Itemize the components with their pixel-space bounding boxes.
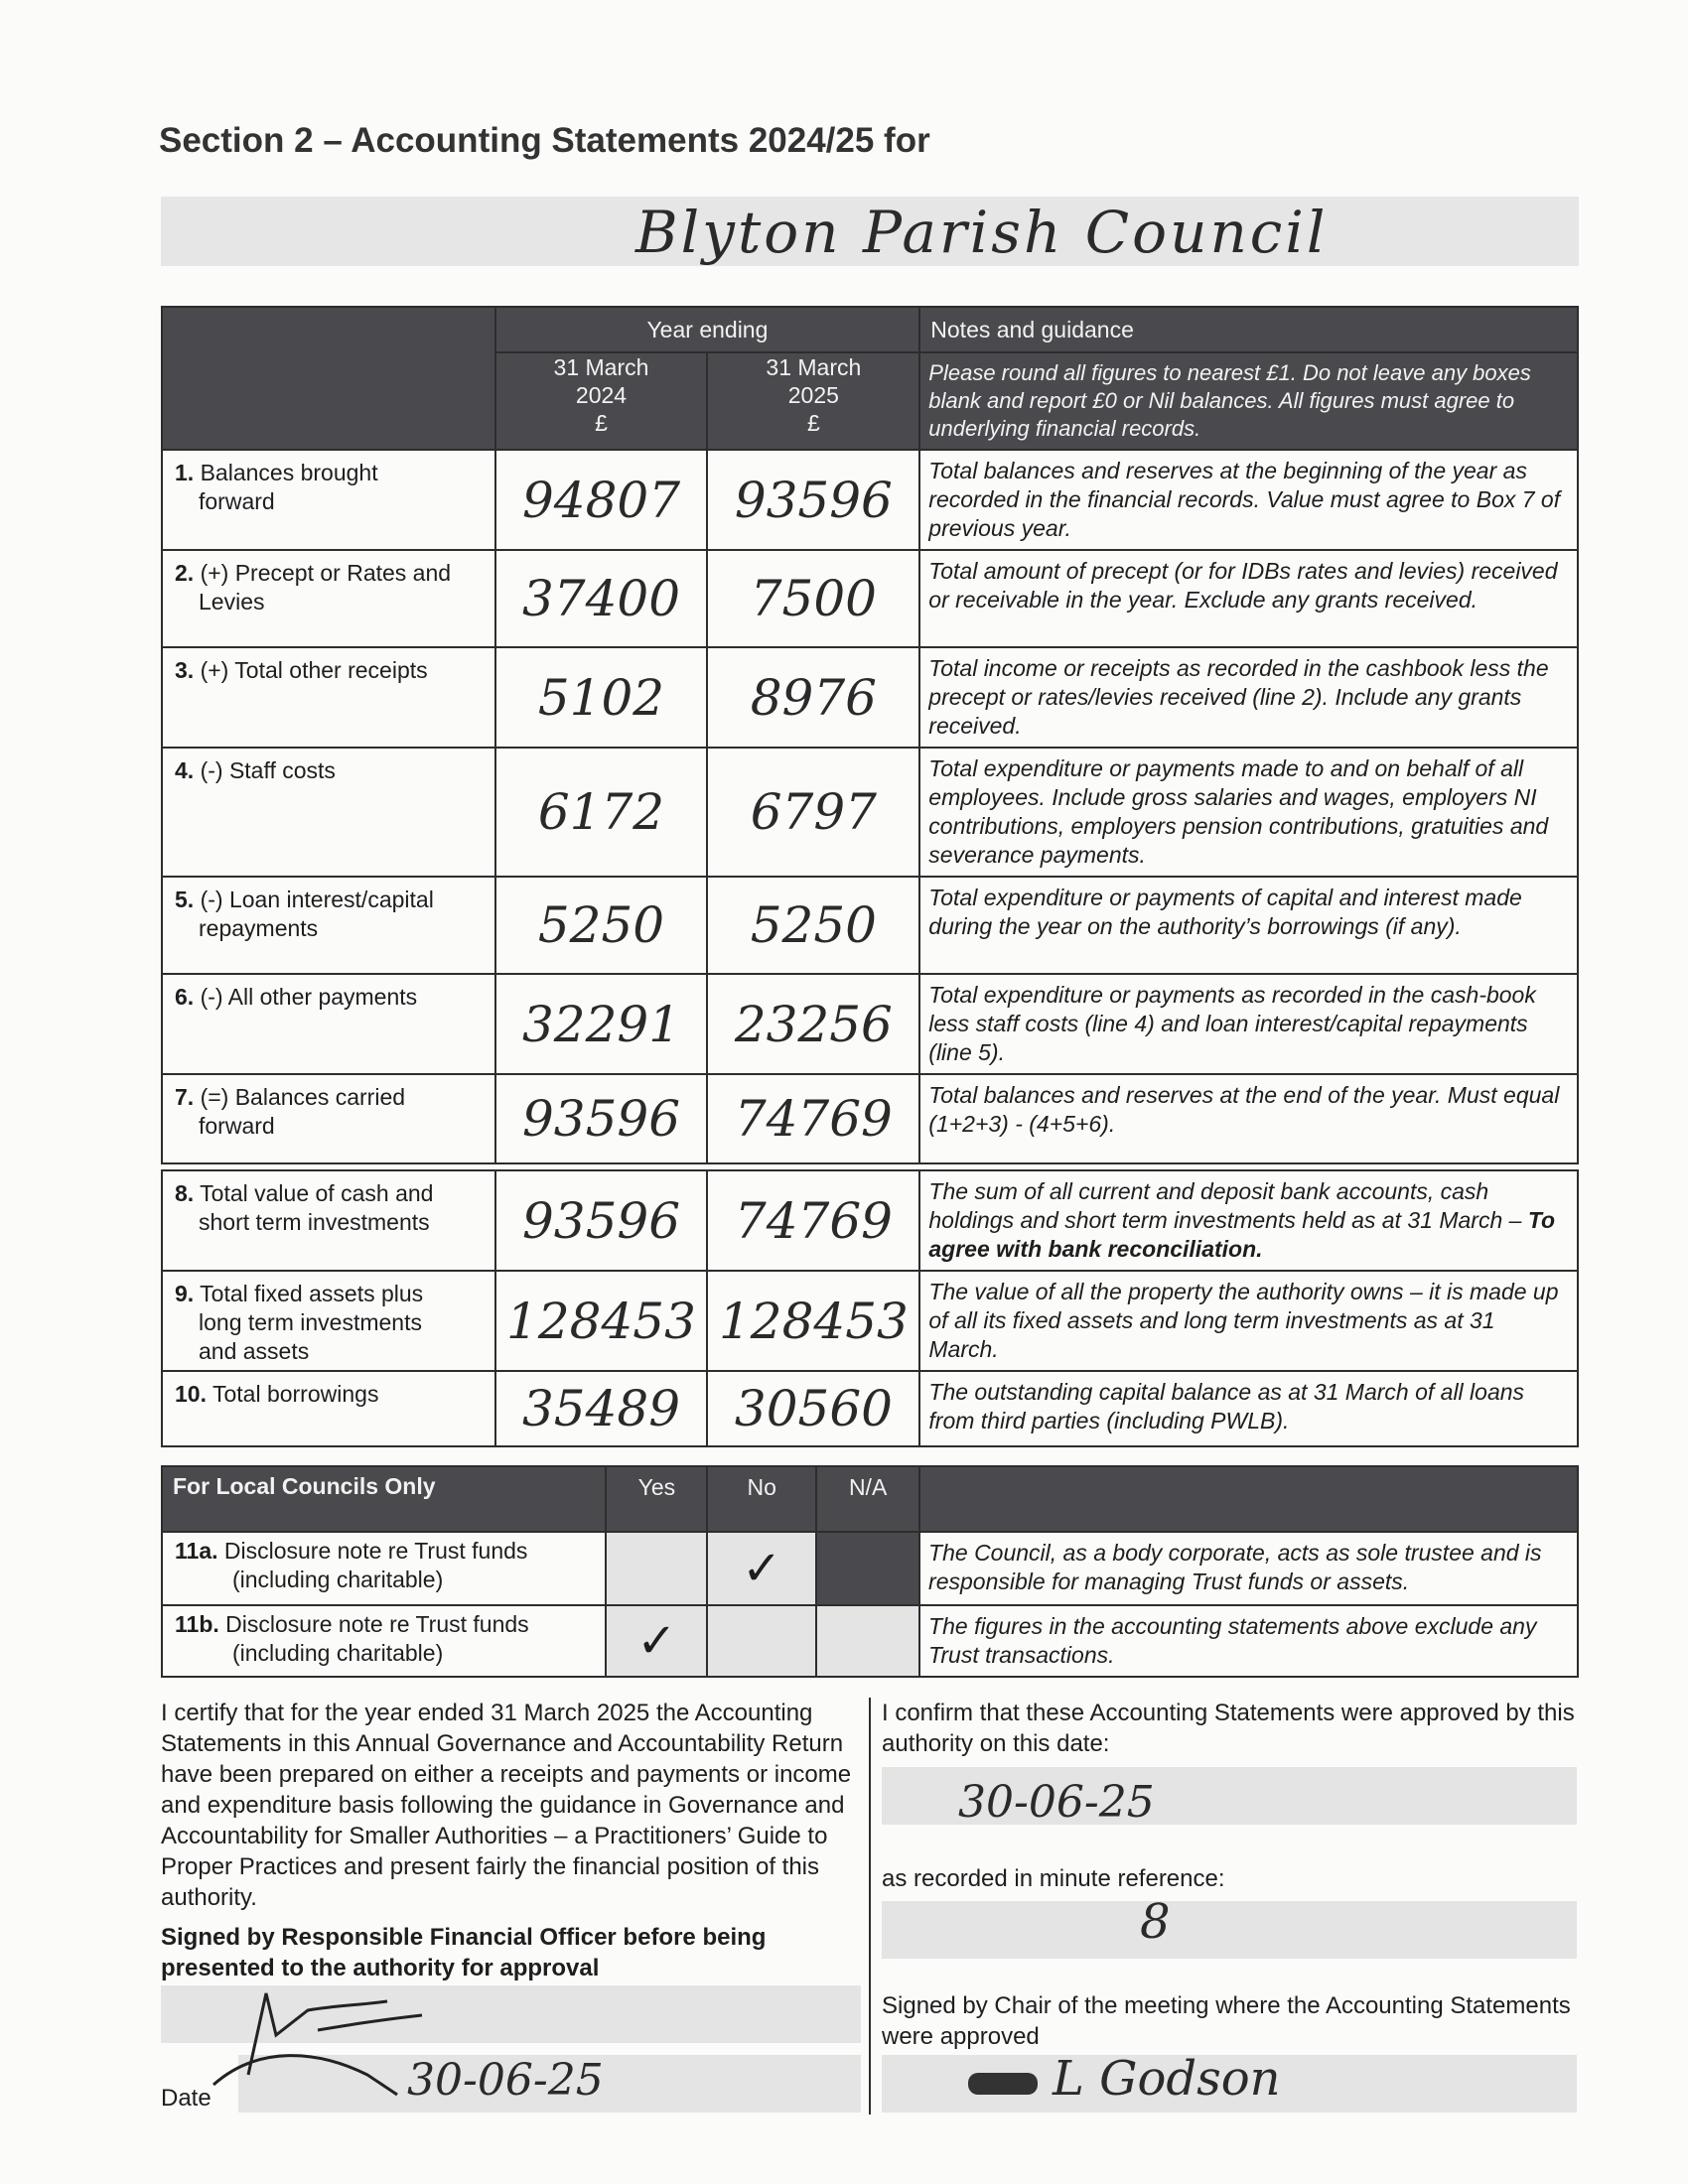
certification-text: I certify that for the year ended 31 March 2025 the Accounting Statements in this Annual Governance and Accountability Return have been prepared on either a receipts and payments or income and expenditure basis following the guidance in Governance and Accountability for Smaller Authorities – a Practitioners’ Guide to Proper Practices and present fairly the financial position of this authority. [161, 1700, 852, 1911]
yes-checkbox[interactable] [606, 1532, 707, 1605]
table-row: 7. (=) Balances carried forward 93596 74769 Total balances and reserves at the end of the year. Must equal (1+2+3) - (4+5+6). [162, 1074, 1578, 1163]
table-corner [162, 307, 495, 450]
value-2024[interactable]: 37400 [495, 550, 708, 647]
table-row: 11a. Disclosure note re Trust funds (including charitable) ✓ The Council, as a body corporate, acts as sole trustee and is responsible for managing Trust funds or assets. [162, 1532, 1578, 1605]
na-header: N/A [816, 1466, 919, 1532]
page-title: Section 2 – Accounting Statements 2024/25 for [159, 121, 930, 160]
authority-name-handwritten: Blyton Parish Council [635, 199, 1329, 266]
chair-signed-label: Signed by Chair of the meeting where the Accounting Statements were approved [882, 1992, 1571, 2050]
value-2025[interactable]: 93596 [707, 450, 919, 550]
value-2025[interactable]: 74769 [707, 1074, 919, 1163]
value-2025[interactable]: 23256 [707, 974, 919, 1074]
scribble-mark [968, 2073, 1038, 2095]
na-checkbox[interactable] [816, 1605, 919, 1677]
table-row: 10. Total borrowings 35489 30560 The outstanding capital balance as at 31 March of all loans from third parties (including PWLB). [162, 1371, 1578, 1446]
value-2025[interactable]: 30560 [707, 1371, 919, 1446]
value-2024[interactable]: 94807 [495, 450, 708, 550]
value-2024[interactable]: 32291 [495, 974, 708, 1074]
approval-text: I confirm that these Accounting Statements were approved by this authority on this date: [882, 1700, 1575, 1757]
no-checkbox[interactable] [707, 1605, 816, 1677]
table-row: 9. Total fixed assets plus long term investments and assets 128453 128453 The value of all the property the authority owns – it is made up of all its fixed assets and long term investments as at 31 March. [162, 1271, 1578, 1371]
value-2025[interactable]: 74769 [707, 1170, 919, 1271]
rfo-date-value: 30-06-25 [407, 2055, 604, 2106]
value-2025[interactable]: 5250 [707, 877, 919, 974]
yes-header: Yes [606, 1466, 707, 1532]
assets-table [161, 1169, 1579, 1447]
col-2025-header: 31 March 2025 £ [707, 352, 919, 450]
table-row: 8. Total value of cash and short term investments 93596 74769 The sum of all current and deposit bank accounts, cash holdings and short term investments held as at 31 March – To agree with bank reconciliation. [162, 1170, 1578, 1271]
value-2024[interactable]: 5250 [495, 877, 708, 974]
col-2024-header: 31 March 2024 £ [495, 352, 708, 450]
table-row: 6. (-) All other payments 32291 23256 Total expenditure or payments as recorded in the cash-book less staff costs (line 4) and loan interest/capital repayments (line 5). [162, 974, 1578, 1074]
accounting-statements-table [161, 306, 1579, 1164]
value-2025[interactable]: 8976 [707, 647, 919, 748]
rfo-signed-label: Signed by Responsible Financial Officer before being presented to the authority for approval [161, 1924, 767, 1981]
divider [869, 1698, 871, 2115]
value-2024[interactable]: 93596 [495, 1170, 708, 1271]
approval-date-value: 30-06-25 [958, 1777, 1155, 1828]
table-row: 5. (-) Loan interest/capital repayments 5250 5250 Total expenditure or payments of capital and interest made during the year on the authority’s borrowings (if any). [162, 877, 1578, 974]
table-row: 1. Balances brought forward 94807 93596 Total balances and reserves at the beginning of the year as recorded in the financial records. Value must agree to Box 7 of previous year. [162, 450, 1578, 550]
no-header: No [707, 1466, 816, 1532]
na-box [816, 1532, 919, 1605]
value-2025[interactable]: 6797 [707, 748, 919, 877]
local-councils-header: For Local Councils Only [162, 1466, 606, 1532]
value-2024[interactable]: 128453 [495, 1271, 708, 1371]
table-row: 3. (+) Total other receipts 5102 8976 Total income or receipts as recorded in the cashbook less the precept or rates/levies received (line 2). Include any grants received. [162, 647, 1578, 748]
value-2024[interactable]: 93596 [495, 1074, 708, 1163]
value-2024[interactable]: 5102 [495, 647, 708, 748]
minute-label: as recorded in minute reference: [882, 1865, 1225, 1892]
local-councils-table [161, 1465, 1579, 1678]
chair-signature: L Godson [1053, 2051, 1281, 2107]
table-row: 2. (+) Precept or Rates and Levies 37400 7500 Total amount of precept (or for IDBs rates and levies) received or receivable in the year. Exclude any grants received. [162, 550, 1578, 647]
notes-header: Notes and guidance [919, 307, 1578, 352]
no-checkbox[interactable]: ✓ [707, 1532, 816, 1605]
yes-checkbox[interactable]: ✓ [606, 1605, 707, 1677]
guidance-note: Please round all figures to nearest £1. Do not leave any boxes blank and report £0 or Nil balances. All figures must agree to underlying financial records. [919, 352, 1578, 450]
minute-reference-value: 8 [1140, 1894, 1171, 1950]
date-label: Date [161, 2085, 211, 2112]
table-row: 11b. Disclosure note re Trust funds (including charitable) ✓ The figures in the accounting statements above exclude any Trust transactions. [162, 1605, 1578, 1677]
table-row: 4. (-) Staff costs 6172 6797 Total expenditure or payments made to and on behalf of all employees. Include gross salaries and wages, employers NI contributions, employers pension contributions, gratuities and severance payments. [162, 748, 1578, 877]
value-2025[interactable]: 128453 [707, 1271, 919, 1371]
minute-reference-field[interactable] [882, 1901, 1577, 1959]
value-2024[interactable]: 35489 [495, 1371, 708, 1446]
year-ending-header: Year ending [495, 307, 920, 352]
value-2025[interactable]: 7500 [707, 550, 919, 647]
value-2024[interactable]: 6172 [495, 748, 708, 877]
